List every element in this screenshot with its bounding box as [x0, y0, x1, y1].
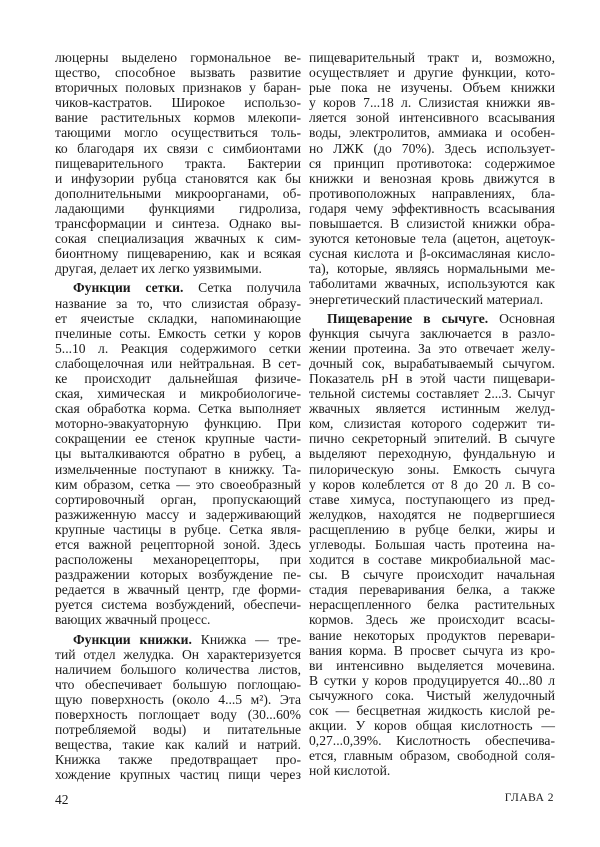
text-line: [309, 763, 555, 778]
text-line: [309, 50, 555, 65]
line-text: ной кислотой.: [309, 763, 391, 779]
text-line: [309, 80, 555, 95]
line-text: сы. В сычуге происходит начальная: [309, 567, 555, 583]
text-line: [55, 477, 301, 492]
line-text: бионтному пищеварению, как и всякая: [55, 246, 301, 262]
text-line: [309, 386, 555, 401]
line-text: воды, электролитов, аммиака и особен-: [309, 125, 555, 141]
text-line: [55, 507, 301, 522]
text-line: [55, 767, 301, 782]
text-line: [55, 737, 301, 752]
right-column: [309, 50, 555, 783]
text-line: [55, 446, 301, 461]
line-text: крупные частицы в рубце. Сетка явля-: [55, 521, 301, 537]
text-line: [55, 462, 301, 477]
text-line: [309, 156, 555, 171]
text-line: [309, 341, 555, 356]
line-text: сычужного сока. Чистый желудочный: [309, 687, 555, 703]
text-line: [55, 95, 301, 110]
line-text: ходится в составе микробиальной мас-: [309, 552, 555, 568]
line-text: люцерны выделено гормональное ве-: [55, 50, 301, 65]
text-line: [309, 141, 555, 156]
line-text: кормов. Здесь же происходит всасы-: [309, 612, 555, 628]
text-line: [309, 201, 555, 216]
text-line: [309, 628, 555, 643]
text-line: [55, 186, 301, 201]
text-line: [309, 246, 555, 261]
line-text: другая, делает их легко уязвимыми.: [55, 261, 262, 277]
line-text: название за то, что слизистая образу-: [55, 295, 301, 311]
text-line: [55, 722, 301, 737]
line-text: сортировочный орган, пропускающий: [55, 491, 301, 507]
line-text: ется важной рецепторной зоной. Здесь: [55, 537, 301, 552]
line-text: выделяют переходную, фундальную и: [309, 446, 555, 462]
line-text: хождение крупных частиц пищи через: [55, 767, 301, 783]
line-text: Книжка — тре-: [191, 631, 301, 647]
text-line: [55, 492, 301, 507]
text-line: [55, 50, 301, 65]
line-text: но ЛЖК (до 70%). Здесь использует-: [309, 140, 555, 156]
line-text: сокращении ее стенок крупные части-: [55, 431, 301, 447]
line-text: ладающими функциями гидролиза,: [55, 200, 301, 216]
running-footer-chapter: ГЛАВА 2: [504, 792, 554, 804]
line-text: нерасщепленного белка растительных: [309, 597, 555, 613]
section-paragraph: [309, 311, 555, 779]
section-heading: Пищеварение в сычуге.: [327, 310, 489, 326]
text-line: [55, 171, 301, 186]
text-line: [309, 326, 555, 341]
text-line: [309, 171, 555, 186]
line-text: тающими могло осуществиться толь-: [55, 125, 301, 141]
text-line: [309, 110, 555, 125]
text-line: [309, 186, 555, 201]
text-line: [55, 582, 301, 597]
text-line: [55, 567, 301, 582]
text-line: [55, 431, 301, 446]
text-line: [55, 647, 301, 662]
section-paragraph: [55, 632, 301, 783]
line-text: цы выталкиваются обратно в рубец, а: [55, 446, 301, 462]
line-text: ке происходит дальнейшая физиче-: [55, 370, 301, 386]
text-line: [309, 477, 555, 492]
line-text: ская обработка корма. Сетка выполняет: [55, 401, 301, 417]
text-line: [309, 673, 555, 688]
text-line: [309, 492, 555, 507]
line-text: пищеварительного тракта. Бактерии: [55, 155, 301, 171]
line-text: книжки и венозная кровь движутся в: [309, 170, 555, 186]
line-text: ет ячеистые складки, напоминающие: [55, 310, 301, 326]
line-text: Сетка получила: [183, 280, 301, 296]
line-text: таболитами жвачных, используются как: [309, 276, 555, 292]
line-text: тельной системы составляет 2...3. Сычуг: [309, 386, 555, 402]
line-text: вторичных половых признаков у баран-: [55, 80, 301, 96]
paragraph: [309, 50, 555, 307]
text-line: [55, 632, 301, 647]
line-text: измельченные поступают в книжку. Та-: [55, 461, 301, 477]
text-line: [55, 597, 301, 612]
line-text: Основная: [488, 310, 555, 326]
text-line: [55, 707, 301, 722]
line-text: пилорическую зоны. Емкость сычуга: [309, 461, 555, 477]
section-heading: Функции книжки.: [73, 631, 192, 647]
line-text: жвачных является истинным желуд-: [309, 401, 555, 417]
line-text: дочный сок, вырабатываемый сычугом.: [309, 355, 555, 371]
text-line: [309, 462, 555, 477]
text-line: [55, 341, 301, 356]
line-text: В сутки у коров продуцируется 40...80 л: [309, 672, 555, 688]
text-line: [55, 752, 301, 767]
paragraph: [55, 50, 301, 276]
line-text: 0,27...0,39%. Кислотность обеспечива-: [309, 733, 555, 749]
text-line: [309, 597, 555, 612]
line-text: ская, химическая и микробиологиче-: [55, 386, 301, 402]
line-text: поверхность поглощает воду (30...60%: [55, 707, 301, 723]
text-line: [309, 552, 555, 567]
text-line: [55, 677, 301, 692]
text-line: [55, 416, 301, 431]
line-text: ком, слизистая которого содержит ти-: [309, 416, 555, 432]
text-line: [55, 156, 301, 171]
line-text: пищеварительный тракт и, возможно,: [309, 50, 555, 65]
line-text: противоположных направлениях, бла-: [309, 185, 555, 201]
line-text: тий отдел желудка. Он характеризуется: [55, 646, 301, 662]
line-text: углеводы. Большая часть протеина на-: [309, 537, 555, 552]
line-text: и инфузории рубца становятся как бы: [55, 170, 301, 186]
text-line: [55, 110, 301, 125]
text-line: [55, 296, 301, 311]
text-line: [309, 416, 555, 431]
text-line: [55, 141, 301, 156]
line-text: раздражении которых возбуждение пе-: [55, 567, 301, 583]
page-number: 42: [55, 792, 69, 807]
text-line: [309, 216, 555, 231]
text-line: [309, 431, 555, 446]
text-line: [55, 401, 301, 416]
text-line: [309, 537, 555, 552]
line-text: вание некоторых продуктов перевари-: [309, 627, 555, 643]
line-text: слабощелочная или нейтральная. В сет-: [55, 355, 301, 371]
line-text: та), которые, являясь нормальными ме-: [309, 261, 555, 277]
line-text: ется, главным образом, свободной соля-: [309, 748, 555, 764]
section-paragraph: [55, 280, 301, 627]
text-line: [309, 446, 555, 461]
text-line: [309, 292, 555, 307]
line-text: акции. У коров общая кислотность —: [309, 718, 555, 734]
text-line: [309, 276, 555, 291]
text-line: [309, 125, 555, 140]
line-text: чиков-кастратов. Широкое использо-: [55, 95, 301, 111]
line-text: щую поверхность (около 4...5 м²). Эта: [55, 691, 301, 707]
text-line: [309, 567, 555, 582]
line-text: стадия переваривания белка, а также: [309, 582, 555, 598]
text-line: [55, 231, 301, 246]
text-line: [309, 703, 555, 718]
line-text: пично секреторный эпителий. В сычуге: [309, 431, 555, 447]
text-line: [55, 371, 301, 386]
line-text: наличием большого количества листов,: [55, 661, 301, 677]
text-line: [55, 692, 301, 707]
text-line: [309, 718, 555, 733]
text-line: [55, 246, 301, 261]
line-text: сусная кислота и β-оксимасляная кисло-: [309, 246, 555, 262]
line-text: Книжка также предотвращает про-: [55, 752, 301, 768]
line-text: рые пока не изучены. Объем книжки: [309, 80, 555, 96]
text-line: [55, 522, 301, 537]
line-text: ляется зоной интенсивного всасывания: [309, 110, 555, 126]
text-line: [309, 371, 555, 386]
line-text: потребляемой воды) и питательные: [55, 722, 301, 738]
text-line: [55, 537, 301, 552]
text-line: [309, 401, 555, 416]
text-line: [309, 522, 555, 537]
text-line: [55, 326, 301, 341]
line-text: годаря чему эффективность всасывания: [309, 200, 555, 216]
line-text: Показатель pH в этой части пищевари-: [309, 370, 555, 386]
line-text: осуществляет и другие функции, кото-: [309, 65, 555, 81]
line-text: моторно-эвакуаторную функцию. При: [55, 416, 301, 432]
text-line: [55, 552, 301, 567]
text-line: [55, 356, 301, 371]
text-line: [55, 386, 301, 401]
line-text: ко благодаря их связи с симбионтами: [55, 140, 301, 156]
line-text: расположены механорецепторы, при: [55, 552, 301, 568]
line-text: ви интенсивно выделяется мочевина.: [309, 657, 555, 673]
line-text: желудков, находятся не подвергшиеся: [309, 506, 555, 522]
text-line: [309, 261, 555, 276]
line-text: разжиженную массу и задерживающий: [55, 506, 301, 522]
line-text: жении протеина. За это отвечает желу-: [309, 340, 555, 356]
left-column: [55, 50, 301, 787]
text-line: [309, 356, 555, 371]
line-text: руется система возбуждений, обеспечи-: [55, 597, 301, 613]
text-line: [55, 216, 301, 231]
text-line: [55, 65, 301, 80]
line-text: трансформации и синтеза. Однако вы-: [55, 216, 301, 232]
line-text: у коров 7...18 л. Слизистая книжки яв-: [309, 95, 555, 111]
line-text: вания корма. В просвет сычуга из кро-: [309, 642, 555, 658]
text-line: [309, 311, 555, 326]
line-text: функция сычуга заключается в разло-: [309, 325, 555, 341]
line-text: ставе химуса, поступающего из пред-: [309, 491, 555, 507]
line-text: ким образом, сетка — это своеобразный: [55, 476, 301, 492]
line-text: вещества, такие как калий и натрий.: [55, 737, 301, 753]
line-text: что обеспечивает большую поглощаю-: [55, 676, 301, 692]
text-line: [309, 582, 555, 597]
text-line: [55, 311, 301, 326]
text-line: [309, 231, 555, 246]
line-text: зуются кетоновые тела (ацетон, ацетоук-: [309, 231, 555, 247]
line-text: вание растительных кормов млекопи-: [55, 110, 301, 126]
line-text: дополнительными микроорганами, об-: [55, 185, 301, 201]
text-line: [309, 748, 555, 763]
text-line: [309, 65, 555, 80]
line-text: ся принцип противотока: содержимое: [309, 155, 555, 171]
line-text: энергетический пластический материал.: [309, 291, 544, 307]
line-text: сокая специализация жвачных к сим-: [55, 231, 301, 247]
line-text: 5...10 л. Реакция содержимого сетки: [55, 340, 301, 356]
line-text: расщеплению в рубце белки, жиры и: [309, 521, 555, 537]
line-text: повышается. В слизистой книжки обра-: [309, 216, 555, 232]
text-line: [55, 201, 301, 216]
text-line: [55, 612, 301, 627]
line-text: вающих жвачный процесс.: [55, 612, 211, 628]
text-line: [55, 662, 301, 677]
text-line: [309, 507, 555, 522]
text-line: [309, 688, 555, 703]
line-text: сок — бесцветная жидкость кислой ре-: [309, 703, 555, 719]
line-text: пчелиные соты. Емкость сетки у коров: [55, 325, 301, 341]
text-line: [309, 733, 555, 748]
text-line: [309, 643, 555, 658]
text-line: [55, 261, 301, 276]
line-text: редается в жвачный центр, где форми-: [55, 582, 301, 598]
text-line: [309, 658, 555, 673]
text-line: [309, 95, 555, 110]
text-line: [55, 80, 301, 95]
section-heading: Функции сетки.: [73, 280, 184, 296]
line-text: у коров колеблется от 8 до 20 л. В со-: [309, 476, 555, 492]
text-line: [55, 280, 301, 295]
text-line: [309, 612, 555, 627]
text-line: [55, 125, 301, 140]
line-text: щество, способное вызвать развитие: [55, 65, 301, 81]
